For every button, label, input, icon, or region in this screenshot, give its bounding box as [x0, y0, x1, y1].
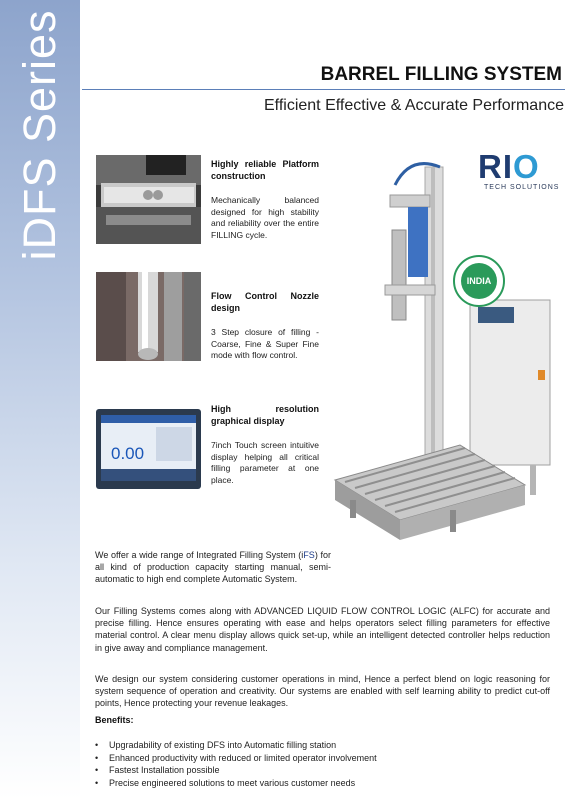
benefits-list — [95, 739, 377, 789]
feature-description: 3 Step closure of filling - Coarse, Fine & Super Fine mode with flow control. — [211, 327, 319, 360]
series-title: iDFS Series — [14, 9, 65, 261]
intro-text-start: We offer a wide range of Integrated Filling System (i — [95, 550, 304, 560]
brand-name — [478, 150, 560, 184]
feature-description: Mechanically balanced designed for high stability and reliability over the entire FILLING cycle. — [211, 195, 319, 240]
touch-screen-photo — [96, 409, 201, 489]
intro-paragraph — [95, 549, 331, 586]
feature-heading: High resolution graphical display — [211, 404, 319, 426]
brand-name-prefix: RI — [478, 148, 513, 185]
seal-text: INDIA — [461, 263, 497, 299]
list-item: • Enhanced productivity with reduced or limited operator involvement — [95, 752, 377, 765]
feature-heading: Highly reliable Platform construction — [211, 159, 319, 181]
sidebar-banner — [0, 0, 80, 799]
brand-name-accent: O — [513, 148, 540, 185]
platform-construction-photo — [96, 155, 201, 244]
made-in-india-seal — [453, 255, 505, 307]
feature-description: 7inch Touch screen intuitive display helping all critical filling parameter at one place. — [211, 440, 319, 485]
barrel-filling-machine-photo — [330, 155, 560, 555]
alfc-paragraph: Our Filling Systems comes along with ADVANCED LIQUID FLOW CONTROL LOGIC (ALFC) for accurate and precise filling. Hence ensures operating with ease and helps operators select filling parameters for effective material control. A clear menu display allows quick set-up, while an intelligent detected controller helps reduction in give away and compliance management. — [95, 606, 550, 653]
display-reading: 0.00 — [111, 444, 145, 463]
list-item: • Fastest Installation possible — [95, 764, 377, 777]
title-divider — [82, 89, 565, 90]
brand-logo — [478, 150, 560, 191]
benefits-heading: Benefits: — [95, 715, 134, 725]
brand-tagline: TECH SOLUTIONS — [484, 184, 560, 191]
flow-control-nozzle-photo — [96, 272, 201, 361]
list-item: • Precise engineered solutions to meet various customer needs — [95, 777, 377, 790]
list-item: • Upgradability of existing DFS into Automatic filling station — [95, 739, 377, 752]
intro-text-fs: FS — [303, 550, 315, 560]
page-subtitle: Efficient Effective & Accurate Performance — [264, 97, 564, 114]
design-paragraph: We design our system considering customer operations in mind, Hence a perfect blend on logic reasoning for system sequence of operation and creativity. Our systems are enabled with self learning ability to predict cut-off points, Hence protecting your revenue leakages. — [95, 674, 550, 709]
intro-text-end: ) for all kind of production capacity starting manual, semi-automatic to high end complete Automatic System. — [95, 550, 331, 585]
feature-heading: Flow Control Nozzle design — [211, 291, 319, 313]
page-title: BARREL FILLING SYSTEM — [320, 64, 562, 85]
